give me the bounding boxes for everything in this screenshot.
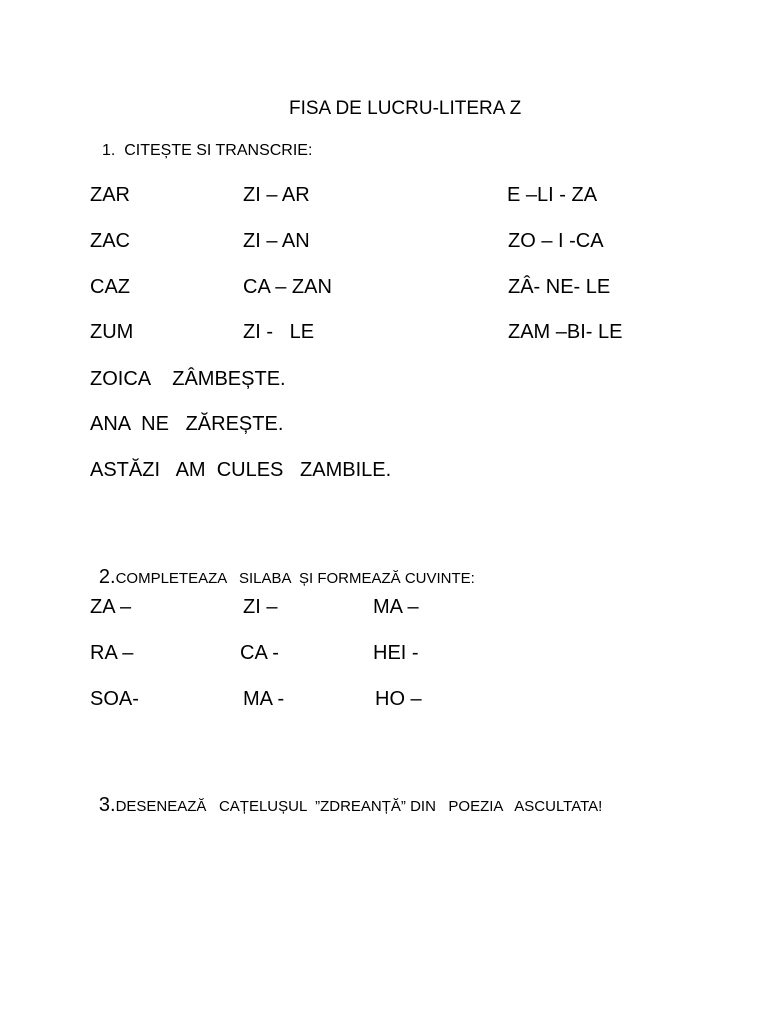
ex2-row3-col1: SOA- [90,688,139,710]
ex2-row1-col2: ZI – [243,596,278,618]
ex1-sentence-1: ZOICA ZÂMBEȘTE. [90,368,286,390]
ex1-row2-col2: ZI – AN [243,230,310,252]
ex2-row1-col1: ZA – [90,596,132,618]
exercise-2-heading: COMPLETEAZA SILABA ȘI FORMEAZĂ CUVINTE: [115,570,475,587]
ex2-row3-col2: MA - [243,688,285,710]
ex1-row3-col2: CA – ZAN [243,276,332,298]
exercise-2-number: 2. [98,566,116,588]
ex2-row2-col2: CA - [240,642,279,664]
page-title: FISA DE LUCRU-LITERA Z [289,98,522,119]
ex1-sentence-2: ANA NE ZĂREȘTE. [90,413,284,435]
ex1-row2-col3: ZO – I -CA [508,230,604,252]
ex1-row3-col1: CAZ [90,276,130,298]
ex2-row2-col1: RA – [90,642,134,664]
exercise-3-number: 3. [98,794,116,816]
ex2-row2-col3: HEI - [373,642,419,664]
ex1-row4-col2: ZI - LE [243,321,315,343]
ex1-row1-col3: E –LI - ZA [507,184,598,206]
ex1-row1-col1: ZAR [90,184,130,206]
ex1-row1-col2: ZI – AR [243,184,310,206]
ex2-row1-col3: MA – [373,596,419,618]
ex1-row4-col3: ZAM –BI- LE [508,321,623,343]
ex2-row3-col3: HO – [375,688,422,710]
ex1-row2-col1: ZAC [90,230,130,252]
exercise-1-heading: 1. CITEȘTE SI TRANSCRIE: [102,142,313,159]
exercise-3-heading: DESENEAZĂ CAȚELUȘUL ”ZDREANȚĂ” DIN POEZIA ASCULTATA! [115,798,603,815]
ex1-row4-col1: ZUM [90,321,134,343]
exercise-2-heading-line [90,551,475,587]
exercise-3-heading-line [90,779,602,815]
ex1-sentence-3: ASTĂZI AM CULES ZAMBILE. [90,459,392,481]
ex1-row3-col3: ZÂ- NE- LE [508,276,611,298]
